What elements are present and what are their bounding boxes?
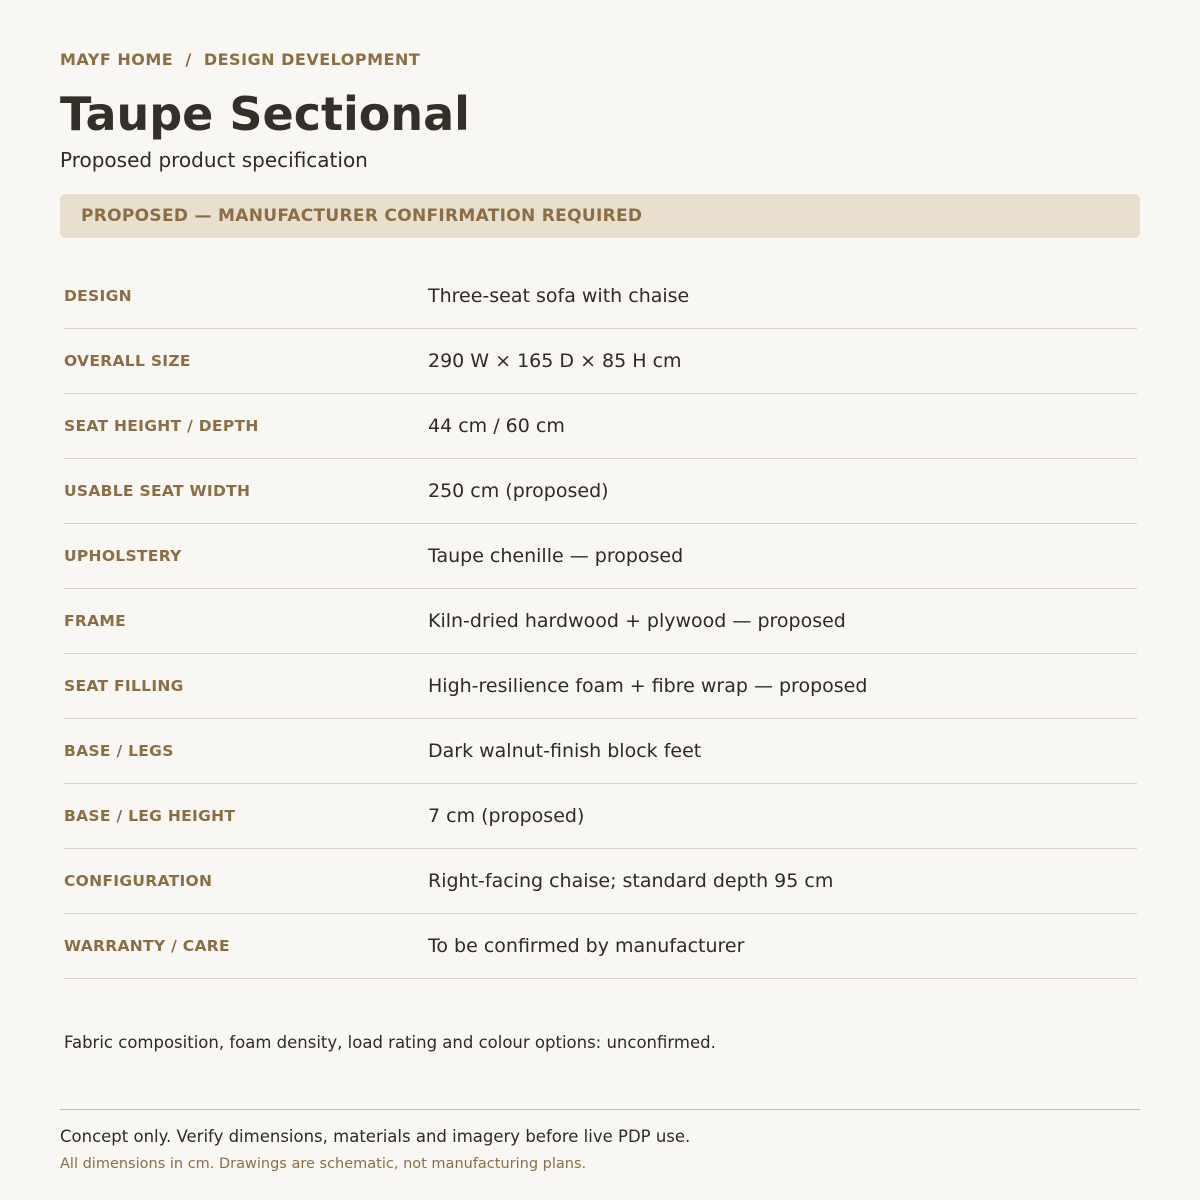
spec-table [64, 264, 1137, 979]
footer-subnote: All dimensions in cm. Drawings are schematic, not manufacturing plans. [60, 1156, 587, 1172]
spec-row-frame [64, 589, 1137, 654]
status-banner: PROPOSED — MANUFACTURER CONFIRMATION REQUIRED [60, 194, 1140, 238]
spec-label: SEAT FILLING [64, 677, 184, 695]
spec-label: OVERALL SIZE [64, 352, 191, 370]
spec-value: To be confirmed by manufacturer [428, 935, 745, 957]
spec-row-seat-height-depth [64, 394, 1137, 459]
spec-value: Right-facing chaise; standard depth 95 cm [428, 870, 834, 892]
spec-value: 44 cm / 60 cm [428, 415, 565, 437]
page-title: Taupe Sectional [60, 87, 470, 141]
unconfirmed-note: Fabric composition, foam density, load rating and colour options: unconfirmed. [64, 1033, 716, 1052]
spec-label: WARRANTY / CARE [64, 937, 230, 955]
spec-row-upholstery [64, 524, 1137, 589]
spec-value: Three-seat sofa with chaise [428, 285, 690, 307]
spec-row-base-leg-height [64, 784, 1137, 849]
spec-label: BASE / LEGS [64, 742, 174, 760]
spec-label: BASE / LEG HEIGHT [64, 807, 236, 825]
spec-label: USABLE SEAT WIDTH [64, 482, 251, 500]
spec-row-configuration [64, 849, 1137, 914]
spec-row-usable-seat-width [64, 459, 1137, 524]
spec-value: Dark walnut-finish block feet [428, 740, 702, 762]
spec-row-design [64, 264, 1137, 329]
footer-disclaimer: Concept only. Verify dimensions, materials and imagery before live PDP use. [60, 1127, 691, 1146]
spec-value: 250 cm (proposed) [428, 480, 609, 502]
spec-row-overall-size [64, 329, 1137, 394]
spec-value: Kiln-dried hardwood + plywood — proposed [428, 610, 846, 632]
page-subtitle: Proposed product specification [60, 148, 368, 172]
spec-row-base-legs [64, 719, 1137, 784]
spec-value: 290 W × 165 D × 85 H cm [428, 350, 682, 372]
spec-value: High-resilience foam + fibre wrap — proposed [428, 675, 868, 697]
spec-label: DESIGN [64, 287, 132, 305]
breadcrumb: MAYF HOME / DESIGN DEVELOPMENT [60, 50, 421, 69]
spec-row-warranty-care [64, 914, 1137, 979]
footer-divider [60, 1109, 1140, 1110]
spec-label: UPHOLSTERY [64, 547, 182, 565]
spec-value: 7 cm (proposed) [428, 805, 585, 827]
spec-label: SEAT HEIGHT / DEPTH [64, 417, 259, 435]
spec-label: CONFIGURATION [64, 872, 213, 890]
spec-row-seat-filling [64, 654, 1137, 719]
spec-value: Taupe chenille — proposed [428, 545, 684, 567]
spec-label: FRAME [64, 612, 127, 630]
